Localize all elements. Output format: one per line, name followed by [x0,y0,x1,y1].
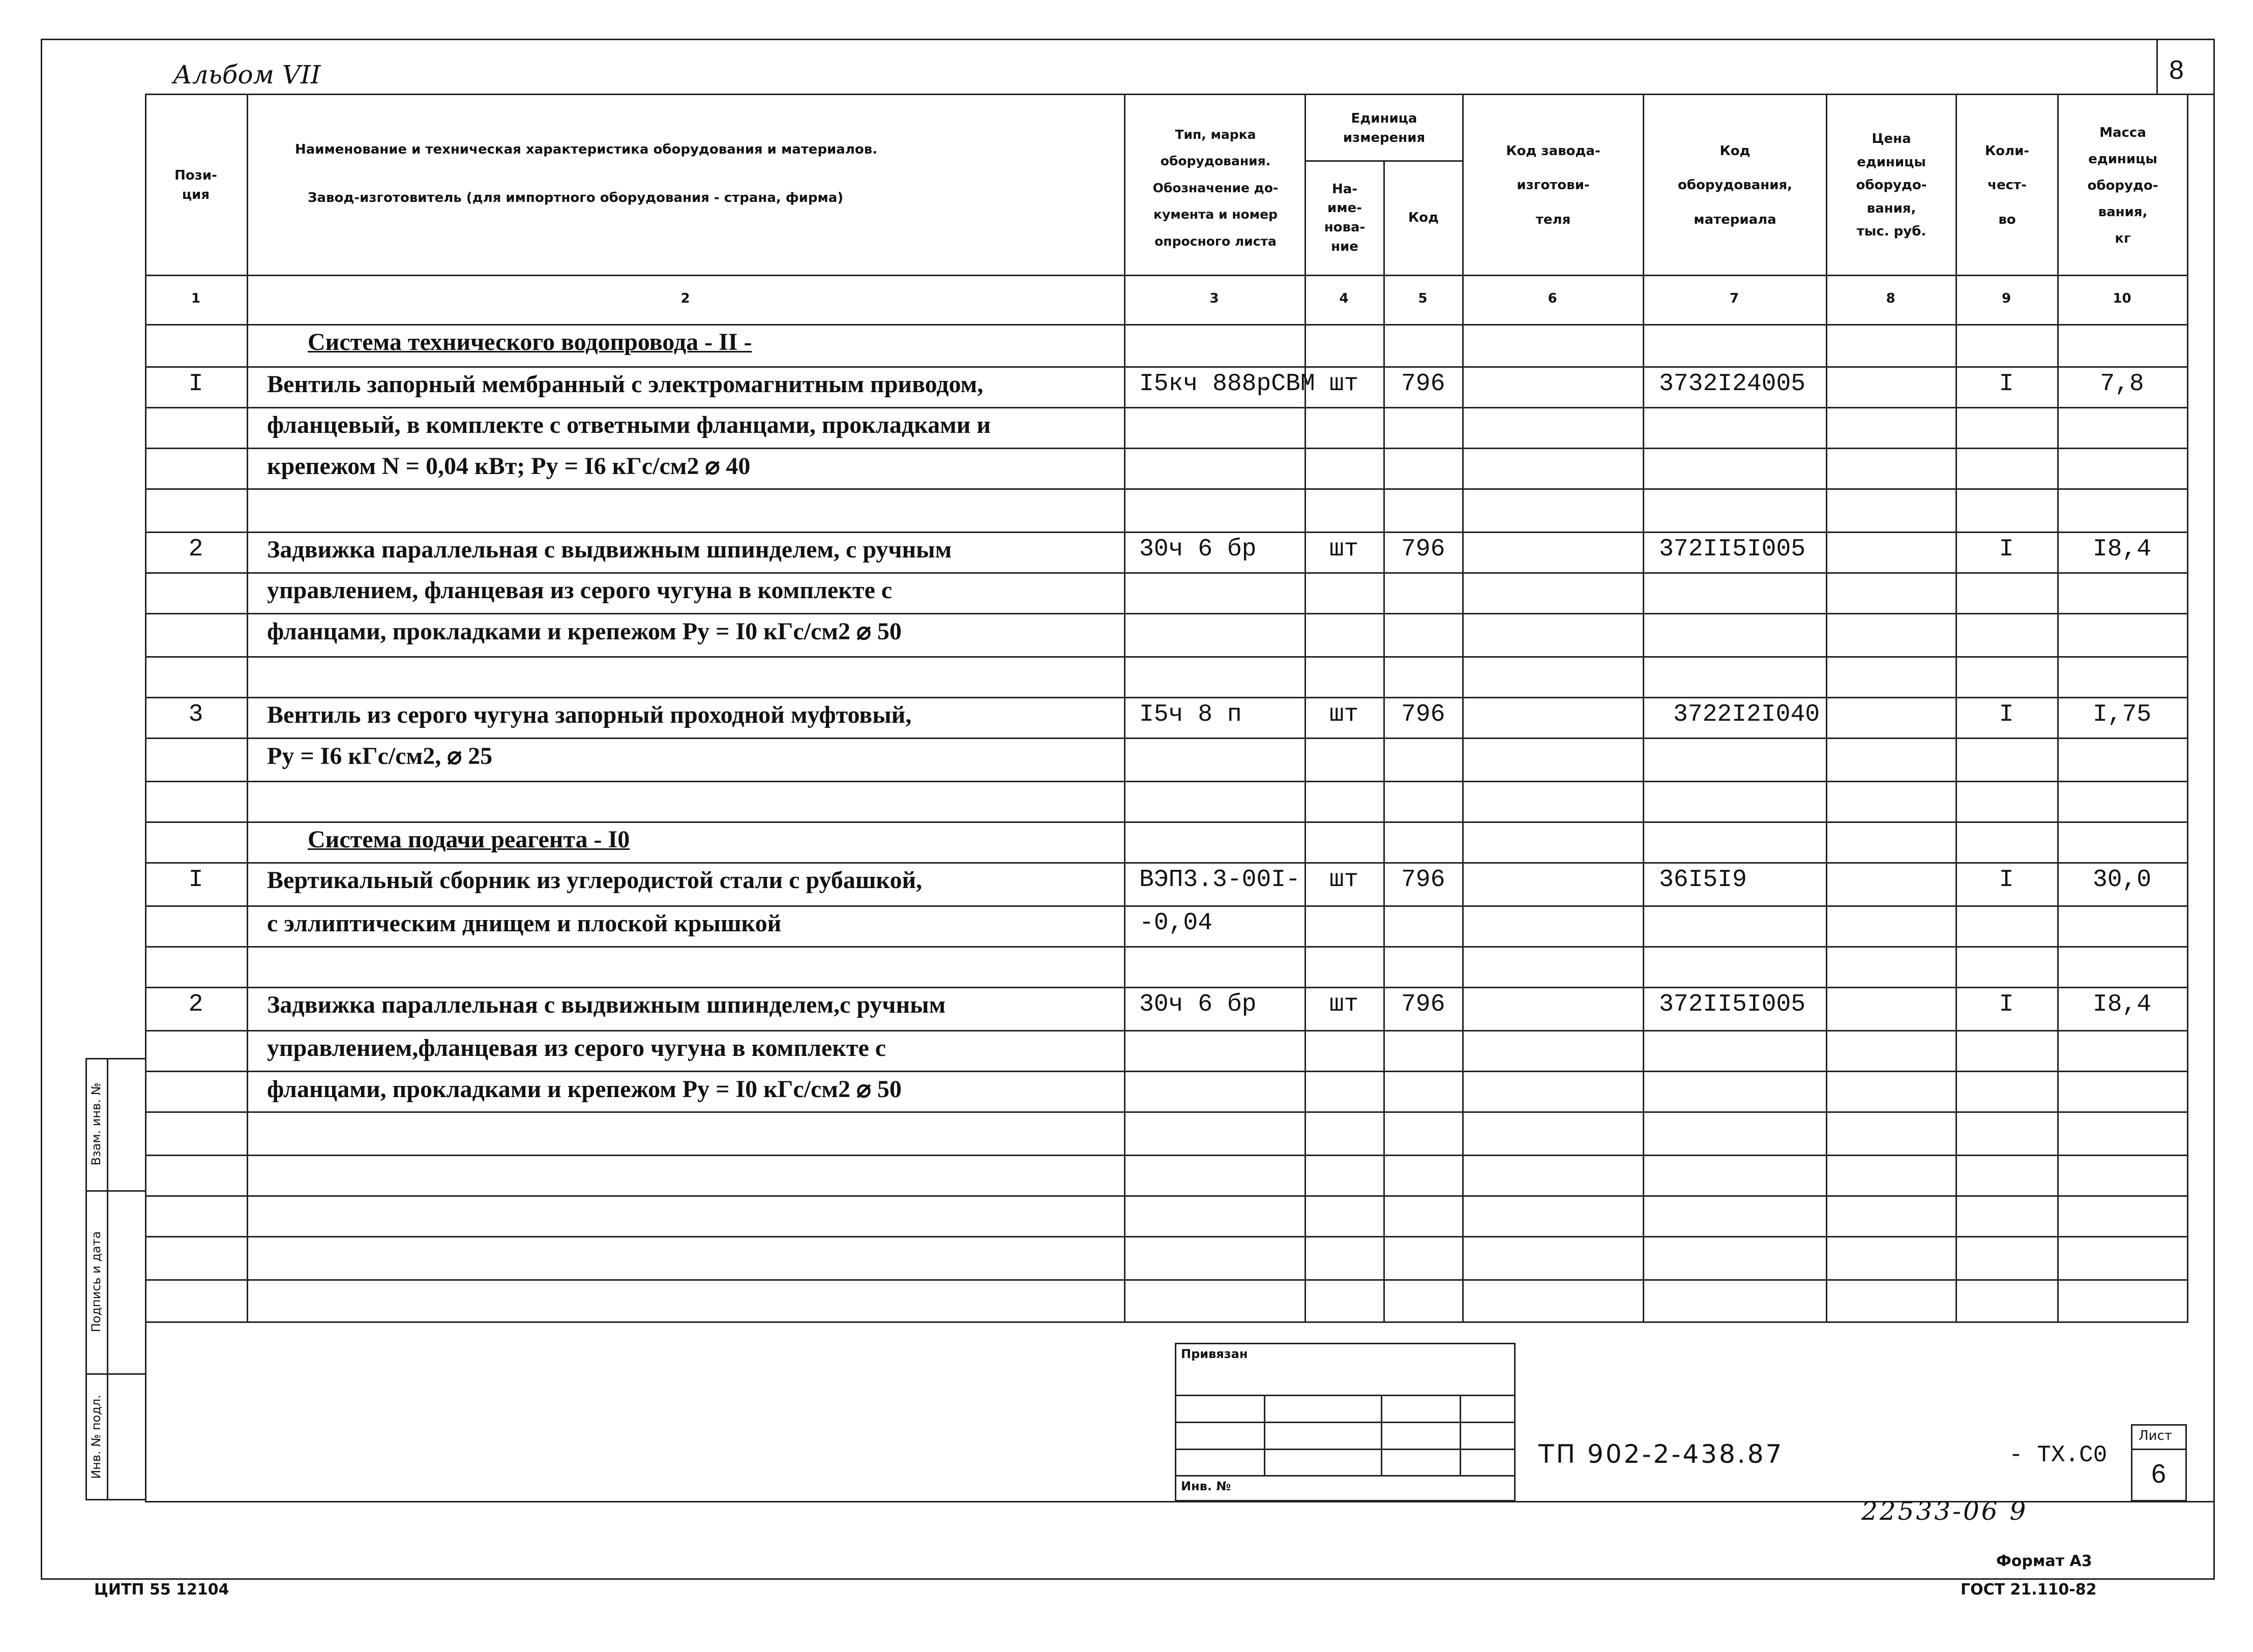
item-mass: 30,0 [2092,866,2152,894]
item-description-line: Вертикальный сборник из углеродистой стали с рубашкой, [267,867,923,894]
side-stamp-replace: Взам. инв. № [89,1082,103,1166]
column-number: 10 [2113,291,2131,306]
item-unit: шт [1329,370,1359,398]
item-equipment-code: 3732I24005 [1659,370,1806,398]
row-line [145,821,2187,823]
item-unit-code: 796 [1401,536,1445,563]
privyazan-v1 [1264,1395,1265,1475]
row-line [145,488,2187,490]
format-label: Формат А3 [1996,1552,2092,1570]
item-description-line: управлением,фланцевая из серого чугуна в комплекте с [267,1035,886,1061]
col-line-5 [1462,94,1464,1322]
row-line [145,946,2187,948]
row-line [145,781,2187,782]
sheet-label: Лист [2139,1428,2172,1443]
privyazan-h4 [1175,1475,1516,1477]
column-number: 5 [1418,291,1428,306]
item-unit-code: 796 [1401,866,1445,894]
header-equipment-code: Код оборудования, материала [1677,143,1793,227]
col-line-6 [1643,94,1644,1322]
item-type: -0,04 [1139,909,1213,937]
section-title: Система технического водопровода - II - [308,329,752,356]
row-line [145,572,2187,574]
row-line [145,656,2187,658]
item-description-line: Задвижка параллельная с выдвижным шпинделем, с ручным [267,536,952,563]
citp-label: ЦИТП 55 12104 [94,1581,229,1599]
corner-divider [2156,39,2158,95]
inv-no-label: Инв. № [1181,1479,1231,1493]
table-body-bottom [145,1321,2188,1323]
row-line [145,1155,2187,1156]
row-line [145,448,2187,449]
item-quantity: I [1999,701,2014,728]
item-description-line: фланцевый, в комплекте с ответными фланцами, прокладками и [267,411,991,438]
row-line [145,613,2187,614]
header-type: Тип, марка оборудования. Обозначение до- кумента и номер опросного листа [1152,127,1279,249]
item-unit: шт [1329,991,1359,1018]
privyazan-label: Привязан [1181,1347,1248,1361]
col-line-2 [1124,94,1125,1322]
row-line [145,905,2187,907]
item-description-line: Вентиль из серого чугуна запорный проходной муфтовый, [267,701,912,728]
header-mass: Масса единицы оборудо- вания, кг [2087,125,2158,246]
item-description-line: крепежом N = 0,04 кВт; Ру = I6 кГс/см2 ⌀ 40 [267,453,751,480]
item-type: ВЭП3.3-00I- [1139,866,1300,894]
header-unit-name: На- име- нова- ние [1324,181,1366,254]
item-mass: I8,4 [2092,991,2152,1018]
side-stamp-inv: Инв. № подл. [89,1395,103,1479]
row-line [145,987,2187,988]
item-mass: 7,8 [2100,370,2144,398]
row-line [145,1071,2187,1072]
col-line-1 [247,94,248,1322]
column-number: 9 [2001,291,2011,306]
item-unit: шт [1329,866,1359,894]
column-number: 7 [1729,291,1739,306]
item-position: I [188,866,203,894]
privyazan-h3 [1175,1449,1516,1450]
item-description-line: с эллиптическим днищем и плоской крышкой [267,910,782,937]
col-line-7 [1826,94,1827,1322]
row-line [145,532,2187,533]
row-line [145,1030,2187,1031]
row-line [145,366,2187,368]
item-equipment-code: 36I5I9 [1659,866,1747,894]
item-description-line: Задвижка параллельная с выдвижным шпинделем,с ручным [267,991,946,1018]
header-bottom [145,275,2187,276]
header-name-line1: Наименование и техническая характеристика оборудования и материалов. [295,142,878,158]
row-line [145,1236,2187,1237]
row-line [145,407,2187,408]
sheet-number: 6 [2151,1459,2166,1489]
side-stamp-divider [107,1058,108,1500]
document-suffix: - ТХ.С0 [2009,1442,2108,1468]
item-type: I5ч 8 п [1139,701,1242,728]
header-price: Цена единицы оборудо- вания, тыс. руб. [1856,131,1927,240]
col-line-10 [2187,94,2188,1322]
item-position: 2 [188,536,203,563]
item-description-line: фланцами, прокладками и крепежом Ру = I0 кГс/см2 ⌀ 50 [267,618,902,645]
row-line [145,738,2187,739]
column-number: 4 [1339,291,1349,306]
header-unit-group: Единица измерения [1343,110,1426,145]
header-name-line2: Завод-изготовитель (для импортного оборудования - страна, фирма) [308,190,844,206]
item-unit: шт [1329,701,1359,728]
column-number: 6 [1548,291,1557,306]
item-unit-code: 796 [1401,701,1445,728]
item-mass: I,75 [2092,701,2152,728]
row-line [145,697,2187,698]
item-description-line: управлением, фланцевая из серого чугуна в комплекте с [267,577,893,604]
privyazan-v3 [1460,1395,1461,1475]
side-stamp-sign: Подпись и дата [89,1231,103,1333]
item-position: I [188,370,203,398]
colnum-bottom [145,324,2187,326]
row-line [145,1111,2187,1113]
item-quantity: I [1999,866,2014,894]
header-quantity: Коли- чест- во [1984,143,2030,227]
header-position: Пози- ция [174,168,217,202]
row-line [145,862,2187,864]
item-quantity: I [1999,370,2014,398]
col-line-4 [1383,160,1385,1322]
column-number: 3 [1209,291,1219,306]
column-number: 2 [680,291,690,306]
header-maker-code: Код завода- изготови- теля [1506,143,1600,227]
item-description-line: Ру = I6 кГс/см2, ⌀ 25 [267,743,493,770]
album-label: Альбом VII [173,60,321,90]
item-position: 2 [188,991,203,1018]
item-unit-code: 796 [1401,991,1445,1018]
handwritten-number: 22533-06 9 [1861,1496,2028,1526]
item-type: 30ч 6 бр [1139,991,1257,1018]
column-number: 8 [1886,291,1895,306]
document-code: ТП 902-2-438.87 [1538,1439,1784,1469]
item-position: 3 [188,701,203,728]
item-description-line: Вентиль запорный мембранный с электромагнитным приводом, [267,371,984,398]
item-unit: шт [1329,536,1359,563]
item-description-line: фланцами, прокладками и крепежом Ру = I0 кГс/см2 ⌀ 50 [267,1076,902,1103]
privyazan-v2 [1381,1395,1382,1475]
item-quantity: I [1999,536,2014,563]
privyazan-h2 [1175,1422,1516,1423]
item-unit-code: 796 [1401,370,1445,398]
item-type: I5кч 888рСВМ [1139,370,1315,398]
item-equipment-code: 372II5I005 [1659,536,1806,563]
column-number: 1 [191,291,201,306]
item-equipment-code: 372II5I005 [1659,991,1806,1018]
gost-label: ГОСТ 21.110-82 [1961,1581,2097,1599]
section-title: Система подачи реагента - I0 [308,826,630,853]
row-line [145,1279,2187,1281]
item-type: 30ч 6 бр [1139,536,1257,563]
sheet-box-divider [2131,1449,2187,1450]
header-unit-code: Код [1408,210,1439,226]
item-mass: I8,4 [2092,536,2152,563]
privyazan-h1 [1175,1395,1516,1396]
side-stamp-h2 [85,1373,146,1375]
page-number-corner: 8 [2169,55,2184,85]
row-line [145,1195,2187,1197]
item-quantity: I [1999,991,2014,1018]
item-equipment-code: 3722I2I040 [1673,701,1820,728]
